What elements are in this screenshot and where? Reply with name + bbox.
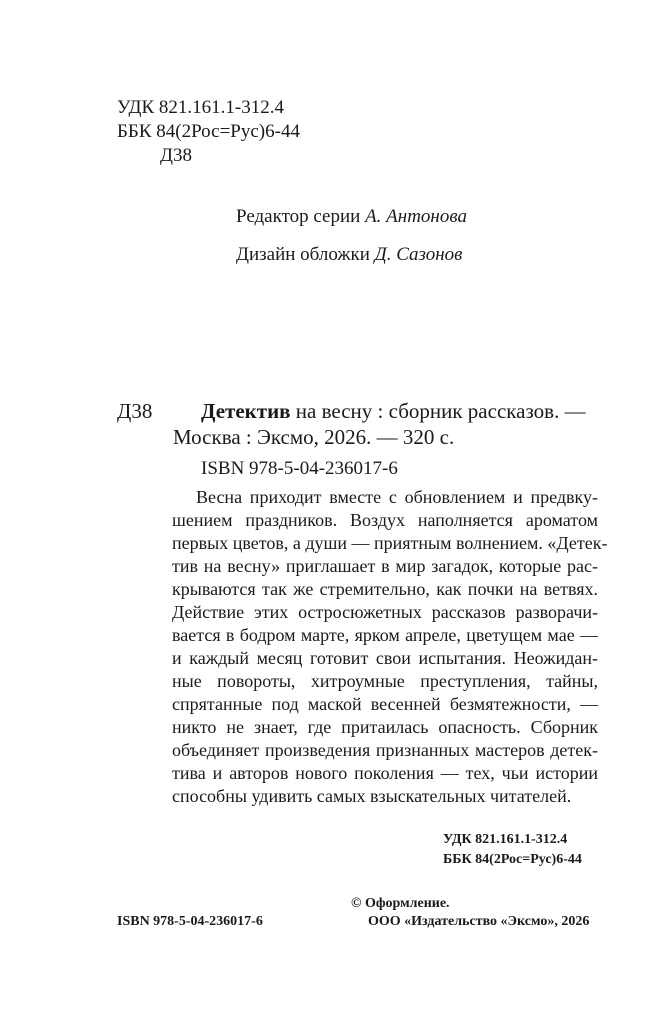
annotation-line: способны удивить самых взыскательных читателей. (172, 786, 572, 806)
series-editor-name: А. Антонова (365, 206, 467, 227)
annotation-line: шением праздников. Воздух наполняется ароматом (172, 510, 598, 530)
copyright-line-2: ООО «Издательство «Эксмо», 2026 (368, 914, 590, 929)
annotation-line: тив на весну» приглашает в мир загадок, которые рас- (172, 556, 598, 576)
bbk-code-bottom: ББК 84(2Рос=Рус)6-44 (443, 852, 582, 867)
cover-design-credit (236, 244, 462, 266)
annotation-line: вается в бодром марте, ярком апреле, цветущем мае — (172, 625, 598, 645)
annotation-line: никто не знает, где притаилась опасность. Сборник (172, 717, 598, 737)
annotation-line: тива и авторов нового поколения — тех, чьи истории (172, 763, 598, 783)
author-sign-top: Д38 (160, 145, 192, 166)
annotation-line: Весна приходит вместе с обновлением и предвку- (196, 487, 598, 507)
book-title (201, 398, 586, 424)
cover-design-label: Дизайн обложки (236, 244, 370, 265)
annotation-line: крываются так же стремительно, как почки на ветвях. (172, 579, 598, 599)
annotation-paragraph (172, 486, 608, 808)
author-sign-record: Д38 (117, 399, 153, 423)
series-editor-label: Редактор серии (236, 206, 361, 227)
udk-code-bottom: УДК 821.161.1-312.4 (443, 832, 568, 847)
cover-design-name: Д. Сазонов (374, 244, 463, 265)
series-editor-credit (236, 206, 467, 228)
annotation-line: объединяет произведения признанных мастеров детек- (172, 740, 598, 760)
annotation-line: ные повороты, хитроумные преступления, тайны, (172, 671, 598, 691)
copyright-line-1: © Оформление. (351, 896, 450, 911)
annotation-line: первых цветов, а души — приятным волнением. «Детек- (172, 533, 608, 553)
book-title-bold: Детектив (201, 399, 291, 423)
book-title-rest: на весну : сборник рассказов. — (290, 399, 586, 423)
annotation-line: и каждый месяц готовит свои испытания. Неожидан- (172, 648, 598, 668)
isbn-record: ISBN 978-5-04-236017-6 (201, 458, 398, 479)
annotation-line: спрятанные под маской весенней безмятежности, — (172, 694, 598, 714)
annotation-line: Действие этих остросюжетных рассказов разворачи- (172, 602, 598, 622)
imprint-line: Москва : Эксмо, 2026. — 320 с. (173, 425, 455, 449)
isbn-footer: ISBN 978-5-04-236017-6 (117, 914, 263, 929)
bbk-code-top: ББК 84(2Рос=Рус)6-44 (117, 121, 300, 142)
udk-code-top: УДК 821.161.1-312.4 (117, 97, 284, 118)
